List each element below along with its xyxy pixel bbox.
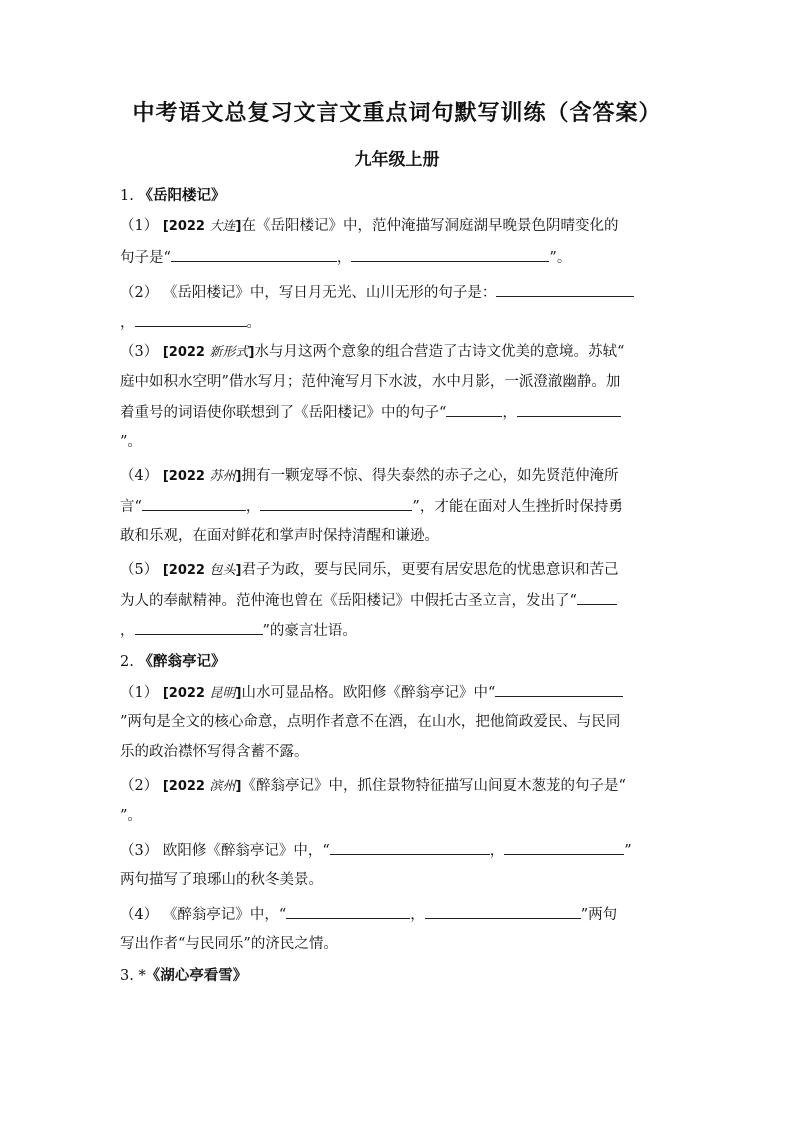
question-2-1-line-3: 乐的政治襟怀写得含蓄不露。 [120,744,309,760]
question-1-5-line-1: （5） [2022 包头]君子为政，要与民同乐，更要有居安思危的忧患意识和苦己 [120,562,619,578]
question-1-5-line-2: 为人的奉献精神。范仲淹也曾在《岳阳楼记》中假托古圣立言，发出了“ [120,590,617,611]
question-1-3-line-2: 庭中如积水空明”借水写月；范仲淹写月下水波，水中月影，一派澄澈幽静。加 [120,374,621,390]
answer-blank[interactable] [351,247,549,262]
answer-blank[interactable] [517,402,621,417]
answer-blank[interactable] [135,620,263,635]
answer-blank[interactable] [330,840,490,855]
question-1-3-line-3: 着重号的词语使你联想到了《岳阳楼记》中的句子“ ， [120,402,621,423]
answer-blank[interactable] [286,904,410,919]
question-1-1-line-2: 句子是“ ， ”。 [120,247,571,268]
answer-blank[interactable] [577,590,617,605]
question-2-2-line-2: ”。 [120,808,142,824]
question-1-2-line-1: （2） 《岳阳楼记》中，写日月无光、山川无形的句子是： [120,282,634,303]
question-1-4-line-3: 敢和乐观，在面对鲜花和掌声时保持清醒和谦逊。 [120,528,439,544]
page-subtitle: 九年级上册 [354,150,440,170]
question-2-2-line-1: （2） [2022 滨州]《醉翁亭记》中，抓住景物特征描写山间夏木葱茏的句子是“ [120,778,626,794]
answer-blank[interactable] [446,402,502,417]
question-source: [2022 大连] [162,219,242,234]
question-2-1-line-1: （1） [2022 昆明]山水可显品格。欧阳修《醉翁亭记》中“ [120,682,623,704]
section-heading-1: 1. 《岳阳楼记》 [120,188,226,204]
question-2-3-line-1: （3） 欧阳修《醉翁亭记》中，“ ， ” [120,840,632,861]
question-1-3-line-4: ”。 [120,434,142,450]
question-1-2-line-2: ， 。 [120,312,261,333]
answer-blank[interactable] [425,904,581,919]
answer-blank[interactable] [496,282,634,297]
question-2-1-line-2: ”两句是全文的核心命意，点明作者意不在酒，在山水，把他简政爱民、与民同 [120,714,621,730]
question-1-4-line-1: （4） [2022 苏州]拥有一颗宠辱不惊、得失泰然的赤子之心，如先贤范仲淹所 [120,468,619,484]
answer-blank[interactable] [142,496,246,511]
answer-blank[interactable] [260,496,412,511]
question-1-1-line-1: （1） [2022 大连]在《岳阳楼记》中，范仲淹描写洞庭湖早晚景色阴晴变化的 [120,218,619,234]
answer-blank[interactable] [135,312,247,327]
section-heading-3: 3. *《湖心亭看雪》 [120,968,248,984]
question-1-5-line-3: ， ”的豪言壮语。 [120,620,357,641]
page-title: 中考语文总复习文言文重点词句默写训练（含答案） [132,101,662,126]
section-heading-2: 2. 《醉翁亭记》 [120,654,226,670]
answer-blank[interactable] [495,682,623,697]
question-2-4-line-2: 写出作者“与民同乐”的济民之情。 [120,936,338,952]
answer-blank[interactable] [504,840,624,855]
question-2-4-line-1: （4） 《醉翁亭记》中，“ ， ”两句 [120,904,617,925]
answer-blank[interactable] [171,247,337,262]
question-2-3-line-2: 两句描写了琅琊山的秋冬美景。 [120,872,323,888]
question-1-4-line-2: 言“ ， ”，才能在面对人生挫折时保持勇 [120,496,623,517]
question-1-3-line-1: （3） [2022 新形式]水与月这两个意象的组合营造了古诗文优美的意境。苏轼“ [120,344,625,360]
